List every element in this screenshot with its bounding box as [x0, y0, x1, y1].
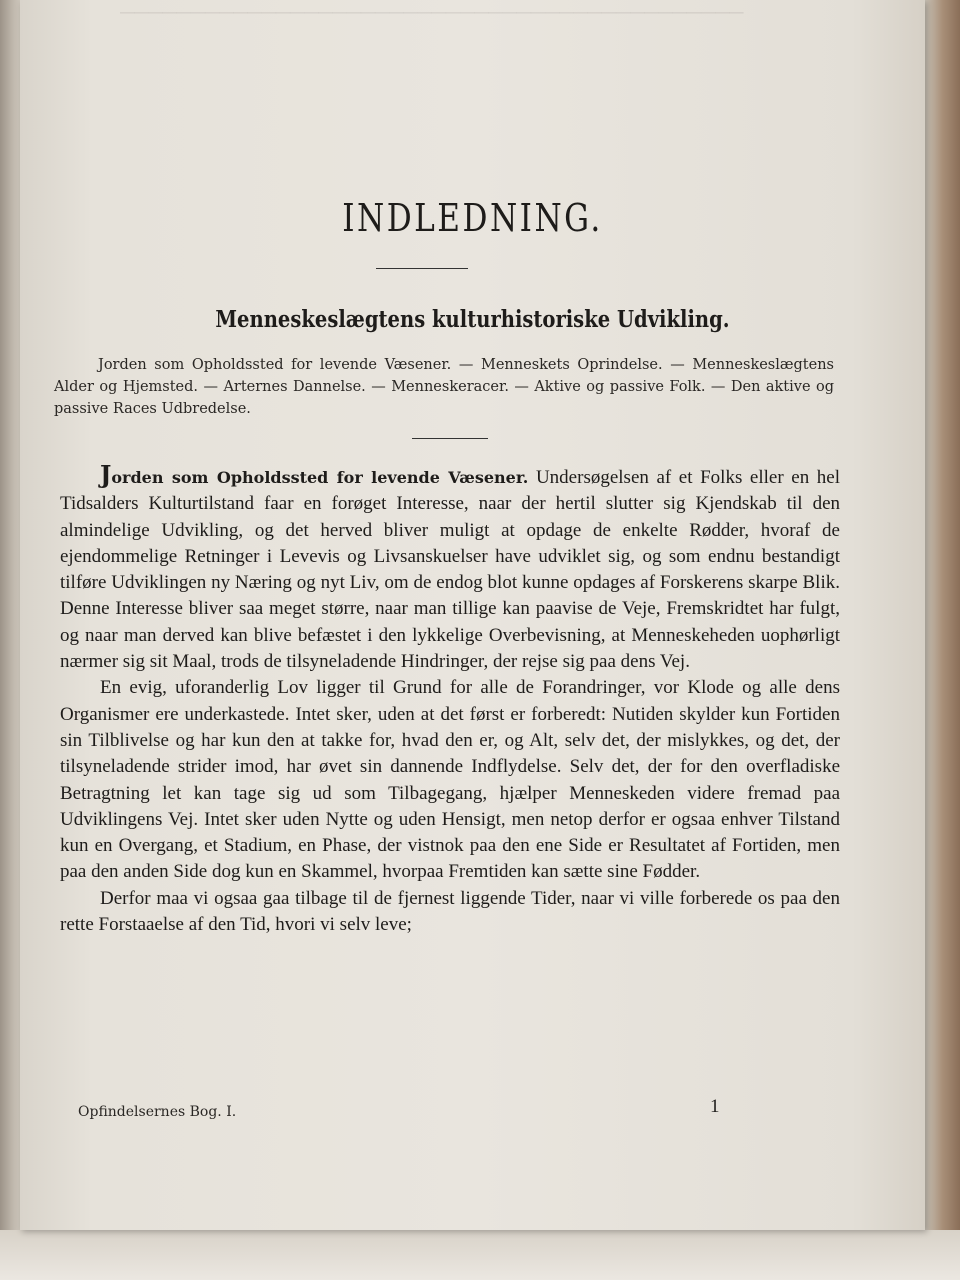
book-spine-shadow: [0, 0, 20, 1280]
body-text: [60, 462, 840, 938]
lead-initial: J: [100, 460, 112, 489]
show-through-text: ────────────────────────────────────────────: [120, 2, 744, 24]
paragraph-2: En evig, uforanderlig Lov ligger til Grund for alle de Forandringer, vor Klode og alle dens Organismer ere underkastede. Intet sker, uden at det først er forberedt: Nutiden skylder kun Fortiden sin Tilblivelse og har kun den at takke for, hvad den er, og Alt, selv det, der mislykkes, og det, der tilsyneladende strider imod, har øvet sin dannende Indflydelse. Selv det, der for den overfladiske Betragtning let kan tage sig ud som Tilbagegang, hjælper Menneskeden videre fremad paa Udviklingens Vej. Intet sker uden Nytte og uden Hensigt, men netop derfor er ogsaa enhver Tilstand kun en Overgang, et Stadium, en Phase, der vistnok paa den ene Side er Resultatet af Fortiden, men paa den anden Side dog kun en Skammel, hvorpaa Fremtiden kan sætte sine Fødder.: [60, 677, 840, 883]
book-bottom-edge: [0, 1230, 960, 1280]
paragraph-1: [60, 462, 840, 675]
book-page-edges: [925, 0, 960, 1280]
summary-rule: [412, 438, 488, 439]
book-page: [20, 0, 925, 1230]
paragraph-1-text: Undersøgelsen af et Folks eller en hel Tidsalders Kulturtilstand faar en forøget Interesse, naar der hertil slutter sig Kjendskab til den almindelige Udvikling, og det herved bliver muligt at opdage de enkelte Rødder, hvoraf de ejendommelige Retninger i Levevis og Livsanskuelser have udviklet sig, og som endnu bestandigt tilføre Udviklingen ny Næring og nyt Liv, om de endog blot kunne opdages af Forskerens skarpe Blik. Denne Interesse bliver saa meget større, naar man tillige kan paavise de Veje, Fremskridtet har fulgt, og naar man derved kan blive befæstet i den lykkelige Overbevisning, at Menneskeheden uophørligt nærmer sig sit Maal, trods de tilsyneladende Hindringer, der rejse sig paa dens Vej.: [60, 467, 840, 673]
chapter-summary: [54, 354, 834, 420]
chapter-subtitle: Menneskeslægtens kulturhistoriske Udvikling.: [215, 306, 730, 333]
page-title: INDLEDNING.: [342, 196, 603, 240]
page-number: 1: [710, 1096, 720, 1117]
lead-rest: orden som Opholdssted for levende Væsener.: [111, 468, 529, 487]
summary-text: Jorden som Opholdssted for levende Væsener. — Menneskets Oprindelse. — Menneskeslægtens Alder og Hjemsted. — Arternes Dannelse. — Menneskeracer. — Aktive og passive Folk. — Den aktive og passive Races Udbredelse.: [54, 357, 834, 417]
footer-book-title: Opfindelsernes Bog. I.: [78, 1104, 237, 1120]
paragraph-3: Derfor maa vi ogsaa gaa tilbage til de fjernest liggende Tider, naar vi ville forberede os paa den rette Forstaaelse af den Tid, hvori vi selv leve;: [60, 887, 840, 936]
title-rule: [376, 268, 468, 269]
paragraph-lead: [100, 460, 529, 489]
